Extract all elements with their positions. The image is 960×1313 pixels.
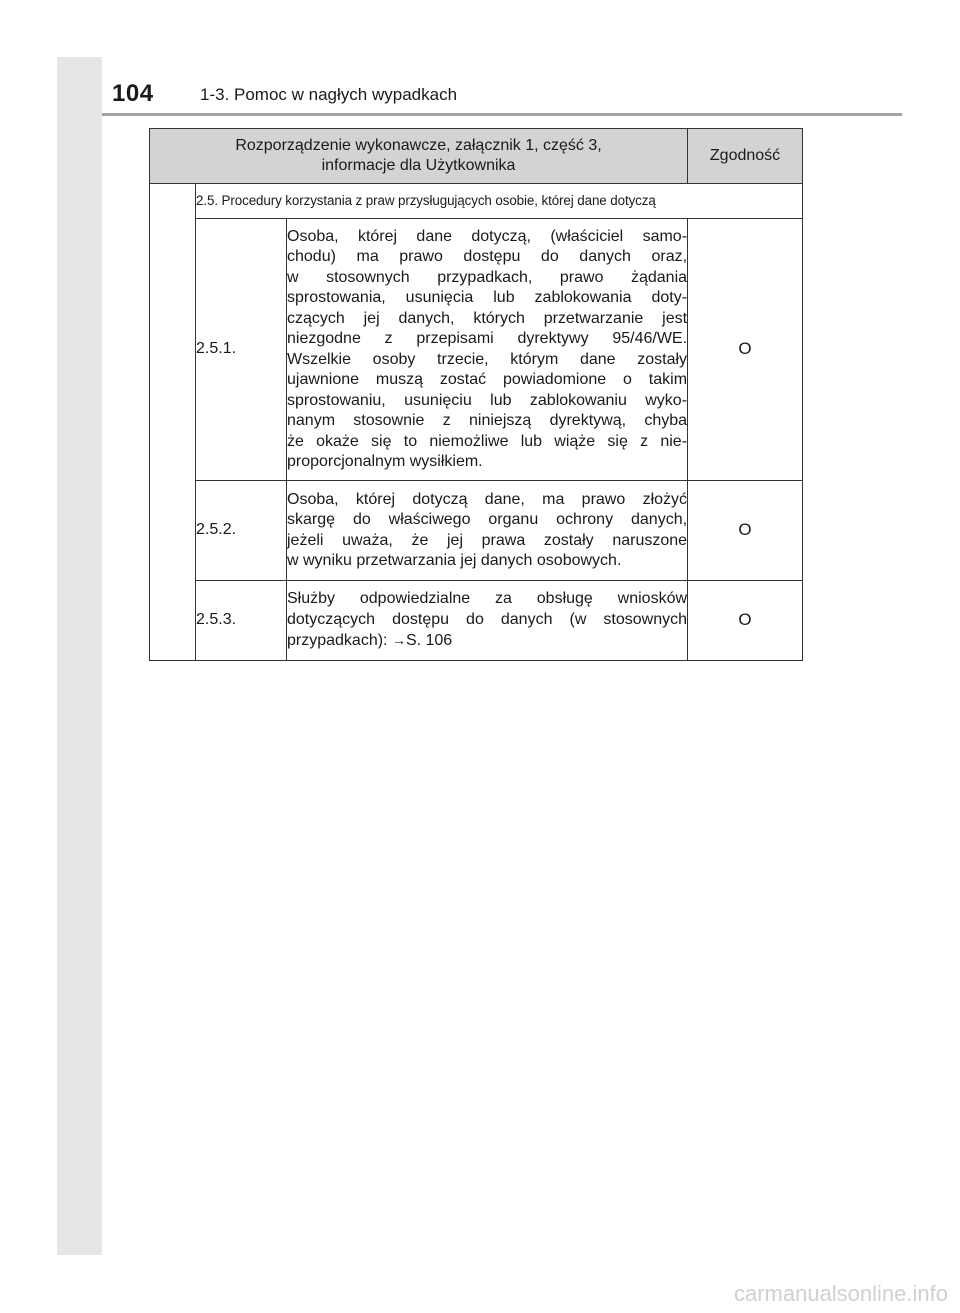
description-line: skargę do właściwego organu ochrony danych,	[287, 511, 688, 528]
table-row	[150, 481, 803, 581]
description-line: jeżeli uważa, że jej prawa zostały naruszone	[287, 531, 688, 549]
column-header-regulation-line: Rozporządzenie wykonawcze, załącznik 1, część 3,	[235, 137, 602, 154]
row-description	[287, 481, 688, 581]
description-line-with-reference	[287, 630, 687, 652]
description-line: dotyczących dostępu do danych (w stosownych	[287, 610, 688, 628]
table-row	[150, 581, 803, 661]
description-line: sprostowania, usunięcia lub zablokowania doty-	[287, 289, 688, 306]
description-text: przypadkach):	[287, 632, 392, 650]
compliance-mark: O	[688, 481, 803, 581]
table-row	[150, 219, 803, 481]
description-line: Osoba, której dotyczą dane, ma prawo złożyć	[287, 490, 688, 508]
description-line: Służby odpowiedzialne za obsługę wniosków	[287, 590, 688, 608]
arrow-right-icon: →	[391, 632, 406, 649]
table-header-row	[150, 129, 803, 184]
page-reference-link[interactable]: S. 106	[405, 632, 453, 650]
description-line: że okaże się to niemożliwe lub wiąże się z nie-	[287, 432, 688, 450]
side-strip	[57, 57, 102, 1255]
description-line: w wyniku przetwarzania jej danych osobowych.	[287, 552, 622, 569]
subsection-title: 2.5. Procedury korzystania z praw przysługujących osobie, której dane dotyczą	[196, 184, 803, 219]
regulation-table	[149, 128, 803, 661]
row-number: 2.5.3.	[196, 581, 287, 661]
column-header-regulation	[150, 129, 688, 184]
section-title: 1-3. Pomoc w nagłych wypadkach	[200, 85, 458, 104]
column-header-compliance: Zgodność	[688, 129, 803, 184]
description-line: proporcjonalnym wysiłkiem.	[287, 453, 483, 470]
row-number: 2.5.2.	[196, 481, 287, 581]
description-line: ujawnione muszą zostać powiadomione o takim	[287, 371, 688, 388]
description-line: chodu) ma prawo dostępu do danych oraz,	[287, 248, 688, 265]
description-line: Wszelkie osoby trzecie, którym dane zostały	[287, 350, 688, 368]
description-line: nanym stosownie z niniejszą dyrektywą, chyba	[287, 412, 688, 429]
watermark: carmanualsonline.info	[733, 1281, 948, 1306]
indent-cell	[150, 184, 196, 661]
description-line: Osoba, której dane dotyczą, (właściciel samo-	[287, 227, 688, 245]
row-number: 2.5.1.	[196, 219, 287, 481]
header-rule	[102, 113, 902, 116]
description-line: niezgodne z przepisami dyrektywy 95/46/WE.	[287, 330, 688, 347]
compliance-mark: O	[688, 581, 803, 661]
description-line: sprostowaniu, usunięciu lub zablokowaniu wyko-	[287, 391, 688, 409]
subsection-row	[150, 184, 803, 219]
compliance-mark: O	[688, 219, 803, 481]
description-line: czących jej danych, których przetwarzanie jest	[287, 309, 688, 327]
column-header-regulation-line: informacje dla Użytkownika	[321, 157, 516, 174]
row-description	[287, 581, 688, 661]
description-line: w stosownych przypadkach, prawo żądania	[287, 268, 688, 286]
row-description	[287, 219, 688, 481]
page-number: 104	[112, 80, 154, 107]
